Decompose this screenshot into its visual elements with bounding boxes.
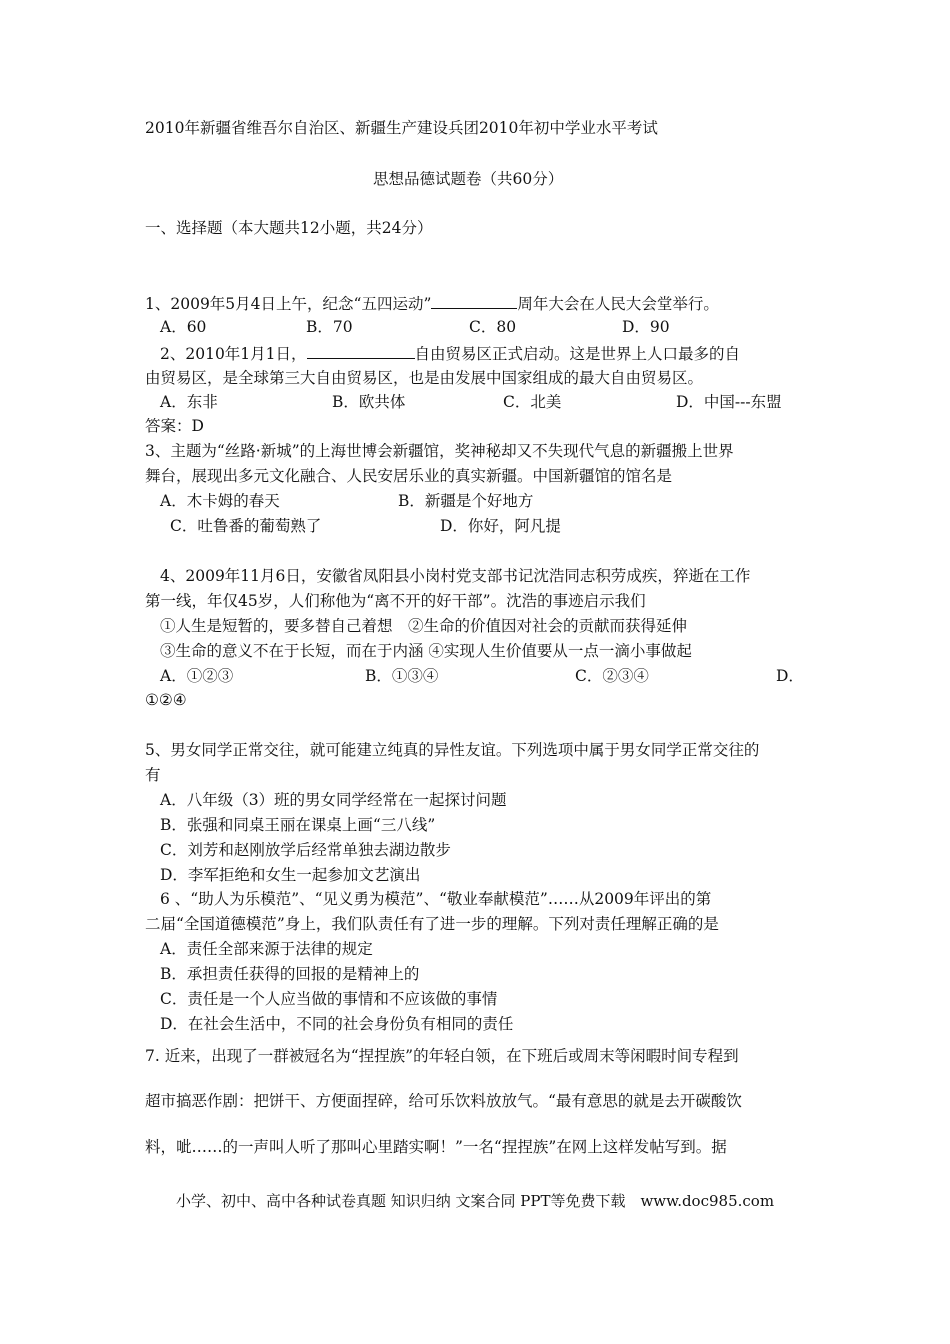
q2-option-b: B．欧共体 [332,393,406,411]
q5-option-c: C．刘芳和赵刚放学后经常单独去湖边散步 [160,841,451,859]
q1-blank [431,292,517,309]
section-heading: 一、选择题（本大题共12小题，共24分） [145,219,433,237]
q4-items-1: ①人生是短暂的，要多替自己着想 ②生命的价值因对社会的贡献而获得延伸 [160,617,688,635]
paper-subtitle: 思想品德试题卷（共60分） [373,170,564,188]
q1-option-b: B．70 [306,318,353,336]
q1-stem-end: 周年大会在人民大会堂举行。 [517,295,719,313]
q4-option-d: D． [776,667,804,685]
q4-option-a: A．①②③ [160,667,234,685]
q6-option-d: D．在社会生活中，不同的社会身份负有相同的责任 [160,1015,514,1033]
q1-option-d: D．90 [622,318,670,336]
q6-option-b: B．承担责任获得的回报的是精神上的 [160,965,420,983]
q1-option-a: A．60 [160,318,207,336]
q5-option-b: B．张强和同桌王丽在课桌上画“三八线” [160,816,436,834]
q7-stem-line2: 超市搞恶作剧：把饼干、方便面捏碎，给可乐饮料放放气。“最有意思的就是去开碳酸饮 [145,1092,742,1110]
q5-stem-line2: 有 [145,766,161,784]
q1-stem-start: 1、2009年5月4日上午，纪念“五四运动” [145,295,432,313]
q7-stem-line3: 料，呲……的一声叫人听了那叫心里踏实啊！”一名“捏捏族”在网上这样发帖写到。据 [145,1138,727,1156]
q2-stem-end: 自由贸易区正式启动。这是世界上人口最多的自 [414,345,741,363]
q3-option-a: A．木卡姆的春天 [160,492,280,510]
q4-option-d-text: ①②④ [145,691,187,709]
exam-title: 2010年新疆省维吾尔自治区、新疆生产建设兵团2010年初中学业水平考试 [145,119,658,137]
q2-blank [307,342,415,359]
q2-stem-start: 2、2010年1月1日， [160,345,307,363]
q5-stem-line1: 5、男女同学正常交往，就可能建立纯真的异性友谊。下列选项中属于男女同学正常交往的 [145,741,760,759]
footer-download-note: 小学、初中、高中各种试卷真题 知识归纳 文案合同 PPT等免费下载 www.doc985.com [175,1192,775,1210]
q2-answer: 答案：D [145,417,204,435]
q4-items-2: ③生命的意义不在于长短，而在于内涵 ④实现人生价值要从一点一滴小事做起 [160,642,692,660]
q3-option-d: D．你好，阿凡提 [440,517,561,535]
q2-option-a: A．东非 [160,393,218,411]
q6-option-c: C．责任是一个人应当做的事情和不应该做的事情 [160,990,498,1008]
q3-stem-line2: 舞台，展现出多元文化融合、人民安居乐业的真实新疆。中国新疆馆的馆名是 [145,467,673,485]
q4-option-c: C．②③④ [575,667,649,685]
q6-option-a: A．责任全部来源于法律的规定 [160,940,373,958]
q2-option-c: C．北美 [503,393,562,411]
q2-stem [160,342,740,365]
q1-option-c: C．80 [469,318,517,336]
q4-stem-line1: 4、2009年11月6日，安徽省凤阳县小岗村党支部书记沈浩同志积劳成疾，猝逝在工作 [160,567,751,585]
q1-stem [145,292,719,315]
q4-stem-line2: 第一线，年仅45岁，人们称他为“离不开的好干部”。沈浩的事迹启示我们 [145,592,646,610]
q4-option-b: B．①③④ [365,667,439,685]
q2-option-d: D．中国---东盟 [676,393,782,411]
q7-stem-line1: 7. 近来，出现了一群被冠名为“捏捏族”的年轻白领，在下班后或周末等闲暇时间专程到 [145,1047,739,1065]
q3-option-b: B．新疆是个好地方 [398,492,534,510]
q3-option-c: C．吐鲁番的葡萄熟了 [170,517,322,535]
q6-stem-line2: 二届“全国道德模范”身上，我们队责任有了进一步的理解。下列对责任理解正确的是 [145,915,719,933]
q2-stem-line2: 由贸易区，是全球第三大自由贸易区，也是由发展中国家组成的最大自由贸易区。 [145,369,704,387]
q6-stem-line1: 6 、“助人为乐模范”、“见义勇为模范”、“敬业奉献模范”……从2009年评出的第 [160,890,712,908]
q5-option-d: D．李军拒绝和女生一起参加文艺演出 [160,866,421,884]
q5-option-a: A．八年级（3）班的男女同学经常在一起探讨问题 [160,791,507,809]
q3-stem-line1: 3、主题为“丝路·新城”的上海世博会新疆馆，奖神秘却又不失现代气息的新疆搬上世界 [145,442,734,460]
